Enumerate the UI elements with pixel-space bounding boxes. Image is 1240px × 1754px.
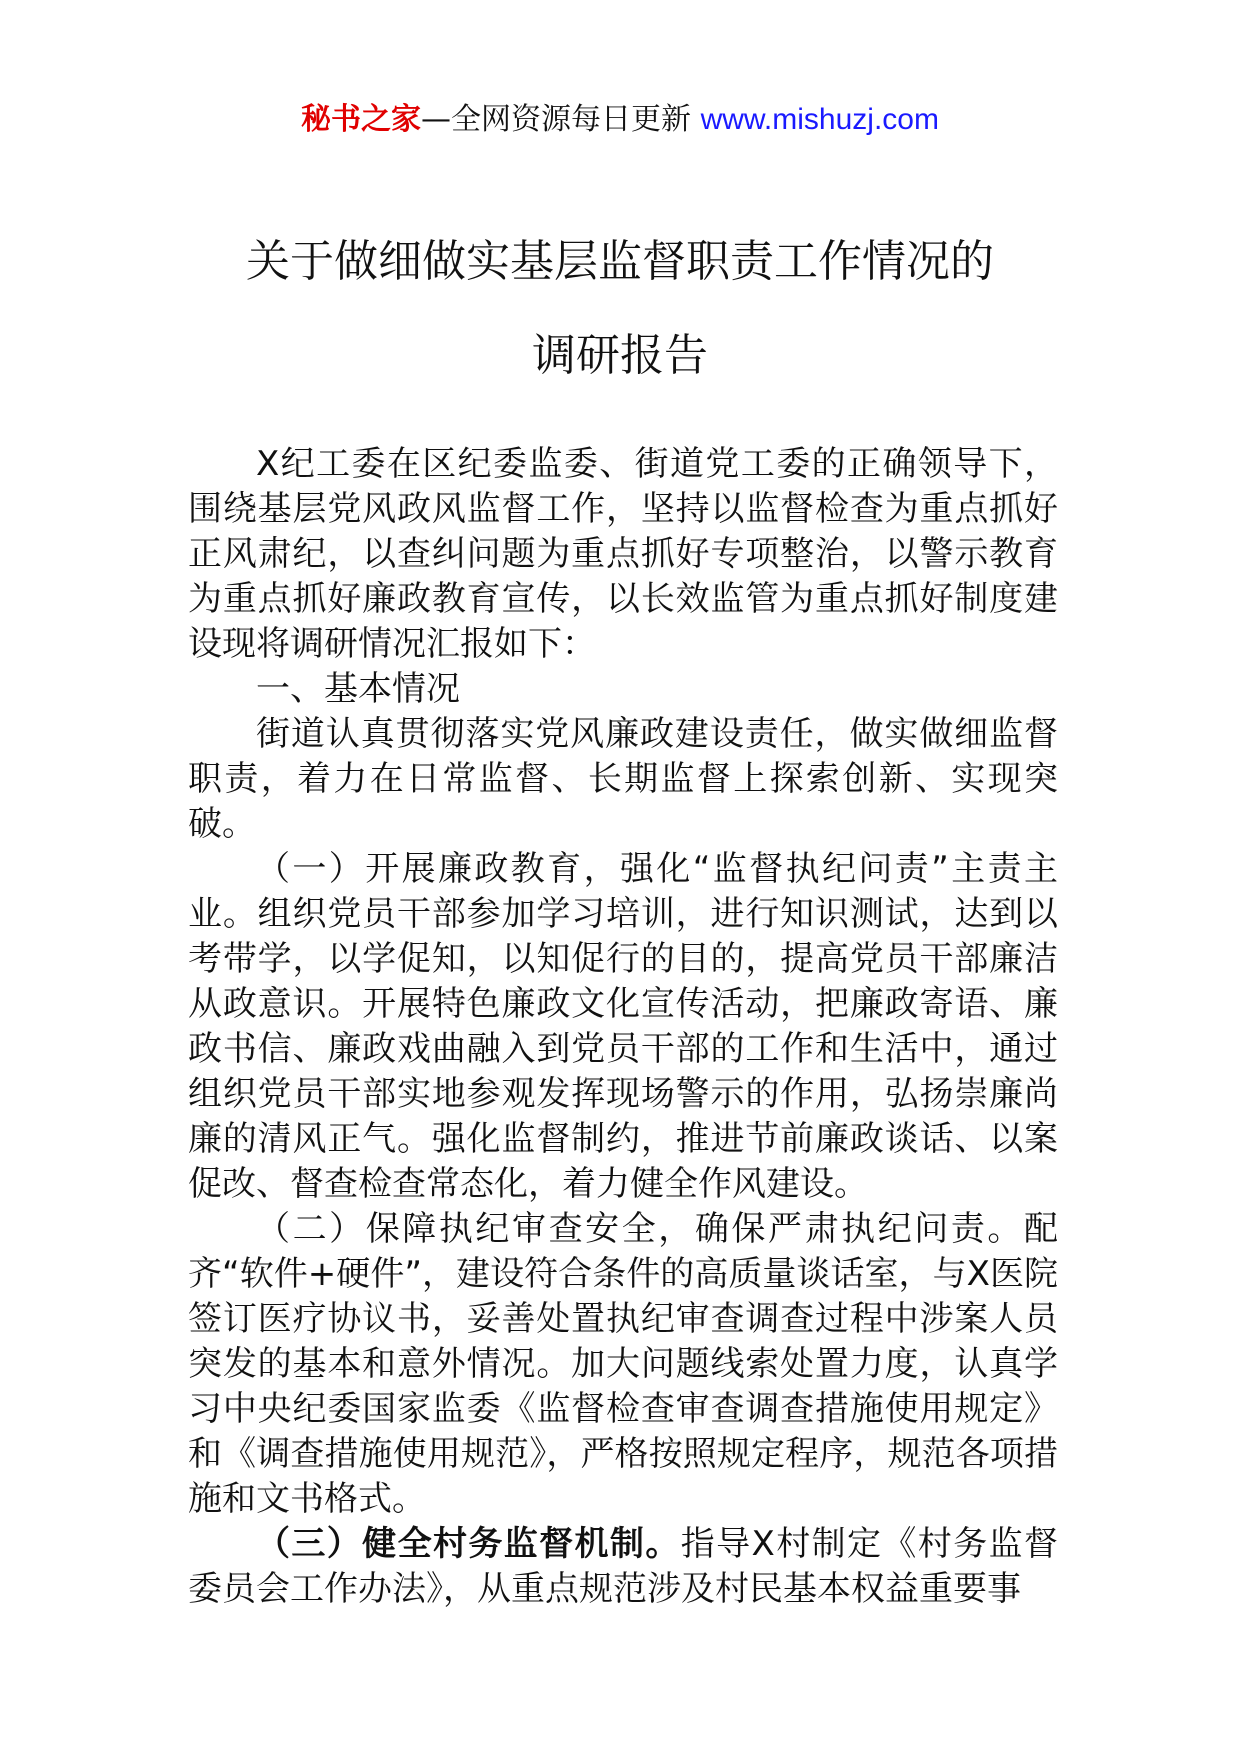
item-3-paragraph	[188, 1522, 1058, 1612]
site-brand: 秘书之家	[301, 102, 422, 137]
intro-paragraph: X纪工委在区纪委监委、街道党工委的正确领导下，围绕基层党风政风监督工作，坚持以监督检查为重点抓好正风肃纪，以查纠问题为重点抓好专项整治，以警示教育为重点抓好廉政教育宣传，以长效监管为重点抓好制度建设现将调研情况汇报如下：	[188, 444, 1058, 664]
document-title-line-1: 关于做细做实基层监督职责工作情况的	[246, 236, 994, 287]
item-2-paragraph: （二）保障执纪审查安全，确保严肃执纪问责。配齐“软件+硬件”，建设符合条件的高质量谈话室，与X医院签订医疗协议书，妥善处置执纪审查调查过程中涉案人员突发的基本和意外情况。加大问题线索处置力度，认真学习中央纪委国家监委《监督检查审查调查措施使用规定》和《调查措施使用规范》，严格按照规定程序，规范各项措施和文书格式。	[188, 1209, 1058, 1519]
section-1-heading: 一、基本情况	[256, 669, 460, 709]
document-title-line-2: 调研报告	[532, 330, 708, 381]
item-3-text: 指导X村制定《村务监督委员会工作办法》，从重点规范涉及村民基本权益重要事	[188, 1524, 1058, 1609]
item-1-paragraph: （一）开展廉政教育，强化“监督执纪问责”主责主业。组织党员干部参加学习培训，进行知识测试，达到以考带学，以学促知，以知促行的目的，提高党员干部廉洁从政意识。开展特色廉政文化宣传活动，把廉政寄语、廉政书信、廉政戏曲融入到党员干部的工作和生活中，通过组织党员干部实地参观发挥现场警示的作用，弘扬崇廉尚廉的清风正气。强化监督制约，推进节前廉政谈话、以案促改、督查检查常态化，着力健全作风建设。	[188, 849, 1058, 1204]
item-3-heading: （三）健全村务监督机制。	[256, 1524, 681, 1564]
section-1-paragraph: 街道认真贯彻落实党风廉政建设责任，做实做细监督职责，着力在日常监督、长期监督上探索创新、实现突破。	[188, 714, 1058, 844]
site-tagline: —全网资源每日更新	[421, 102, 701, 137]
document-body	[188, 442, 1058, 1612]
site-url[interactable]: www.mishuzj.com	[700, 103, 939, 136]
site-header	[0, 100, 1240, 140]
